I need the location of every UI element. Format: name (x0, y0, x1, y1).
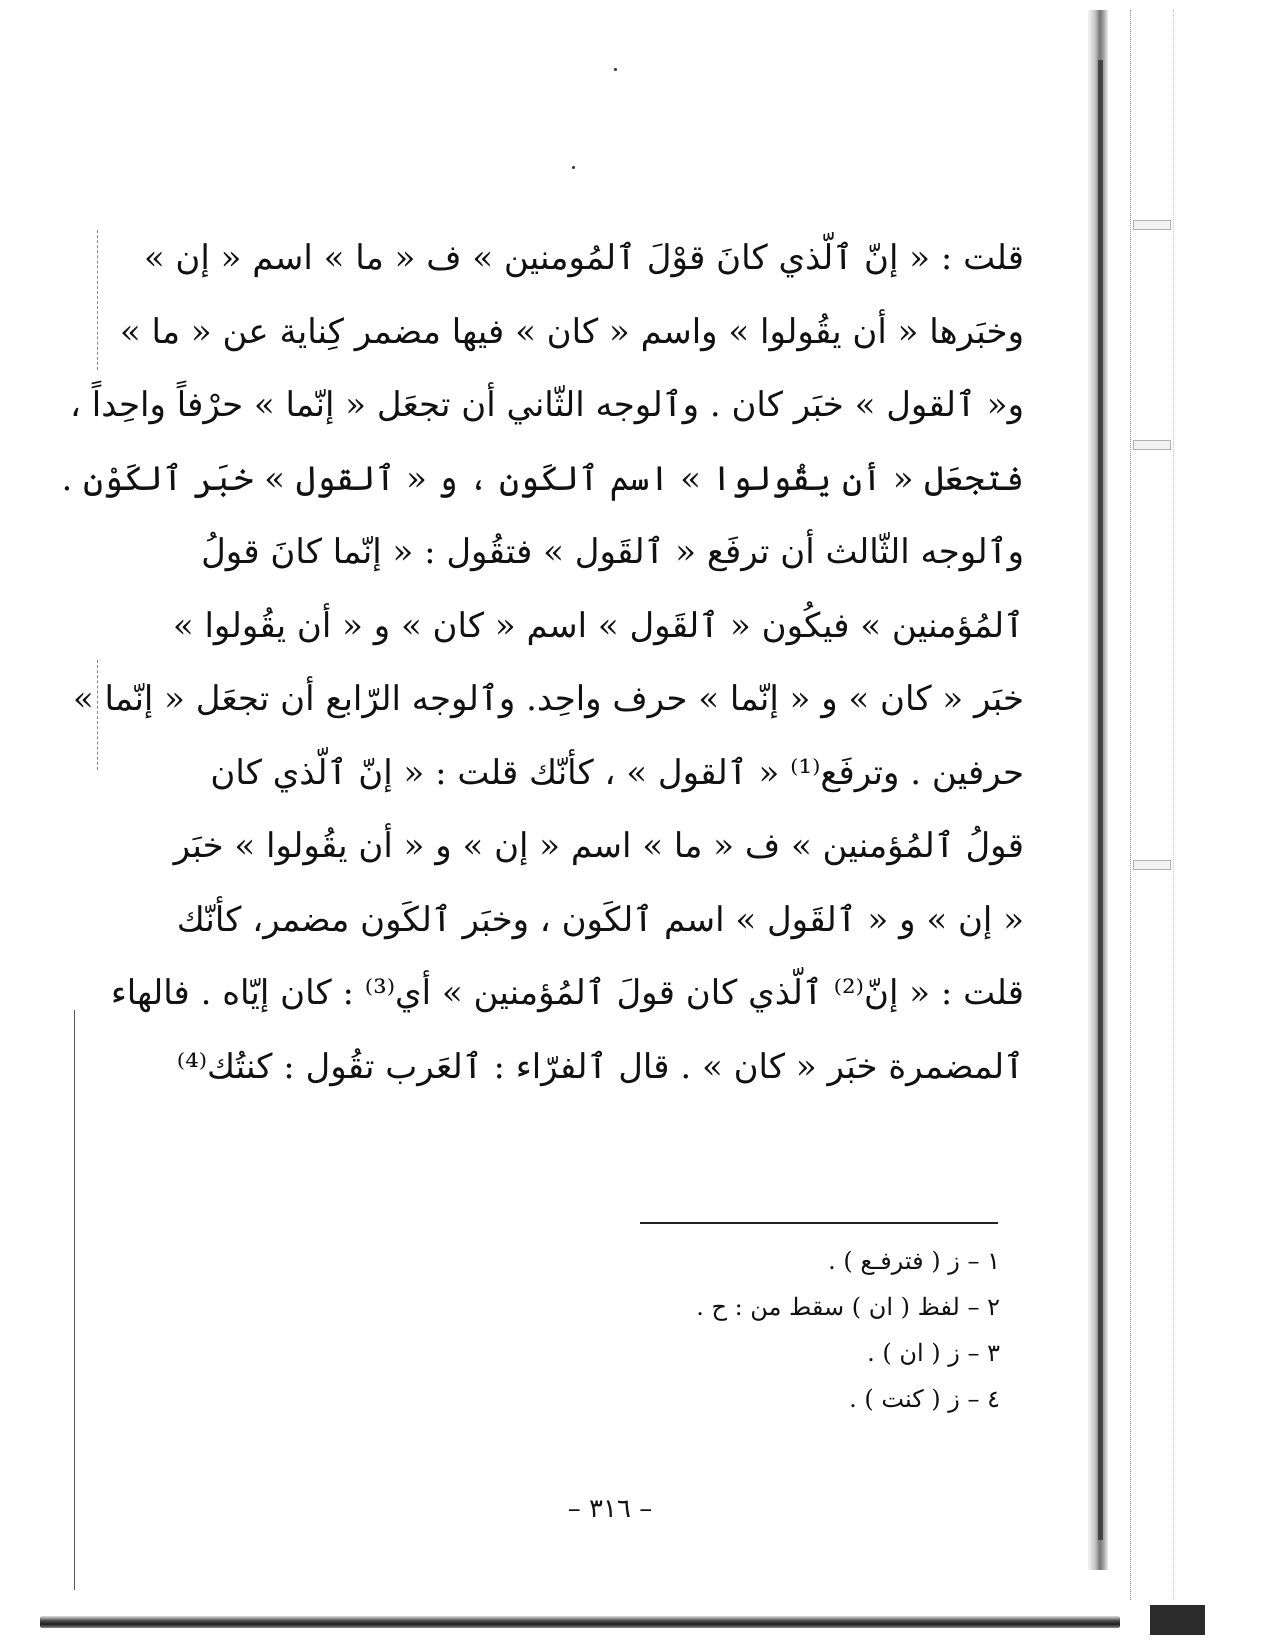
text-line: فتجعَل « أن يقُولوا » اسم ٱلكَون ، و « ٱلقول » خبَر ٱلكَوْن . (61, 458, 1024, 499)
text-line: ٱلمُؤمنين » فيكُون « ٱلقَول » اسم « كان » و « أن يقُولوا » (172, 605, 1024, 646)
bottom-scan-edge (40, 1616, 1120, 1628)
frame-tab (1133, 220, 1171, 230)
binding-edge-line (1098, 60, 1103, 1540)
left-margin-dots (97, 230, 99, 370)
footnote-divider (640, 1222, 998, 1224)
footnote: ١ – ز ( فترفـع ) . (828, 1247, 1000, 1275)
scanner-frame-edge (1130, 10, 1174, 1600)
bottom-corner-block (1150, 1605, 1205, 1635)
footnote: ٤ – ز ( كنت ) . (849, 1385, 1000, 1413)
body-text (61, 222, 1024, 1104)
frame-tab (1133, 860, 1171, 870)
text-line: و« ٱلقول » خبَر كان . وٱلوجه الثّاني أن تجعَل « إنّما » حرْفاً واحِداً ، (69, 385, 1024, 425)
text-line: قولُ ٱلمُؤمنين » ف « ما » اسم « إن » و « أن يقُولوا » خبَر (173, 826, 1024, 866)
text-line: وٱلوجه الثّالث أن ترفَع « ٱلقَول » فتقُول : « إنّما كانَ قولُ (201, 532, 1024, 572)
speck (614, 68, 617, 71)
text-line: قلت : « إنّ ٱلّذي كانَ قوْلَ ٱلمُومنين » ف « ما » اسم « إن » (143, 238, 1024, 278)
text-line: خبَر « كان » و « إنّما » حرف واحِد. وٱلوجه الرّابع أن تجعَل « إنّما » (72, 679, 1024, 719)
page-number: – ٣١٦ – (567, 1494, 653, 1524)
text-line: وخبَرها « أن يقُولوا » واسم « كان » فيها مضمر كِناية عن « ما » (119, 311, 1024, 352)
footnote: ٣ – ز ( ان ) . (867, 1339, 1000, 1367)
text-line: ٱلمضمرة خبَر « كان » . قال ٱلفرّاء : ٱلعَرب تقُول : كنتُك⁽⁴⁾ (176, 1046, 1024, 1087)
text-line: « إن » و « ٱلقَول » اسم ٱلكَون ، وخبَر ٱلكَون مضمر، كأنّك (176, 899, 1024, 940)
text-line: قلت : « إنّ⁽²⁾ ٱلّذي كان قولَ ٱلمُؤمنين » أي⁽³⁾ : كان إيّاه . فالهاء (110, 973, 1024, 1013)
speck (572, 166, 575, 169)
text-line: حرفين . وترفَع⁽¹⁾ « ٱلقول » ، كأنّك قلت : « إنّ ٱلّذي كان (210, 752, 1024, 793)
footnote: ٢ – لفظ ( ان ) سقط من : ح . (696, 1293, 1000, 1321)
frame-tab (1133, 440, 1171, 450)
footnotes (600, 1238, 1000, 1422)
left-margin-line (74, 1010, 75, 1590)
